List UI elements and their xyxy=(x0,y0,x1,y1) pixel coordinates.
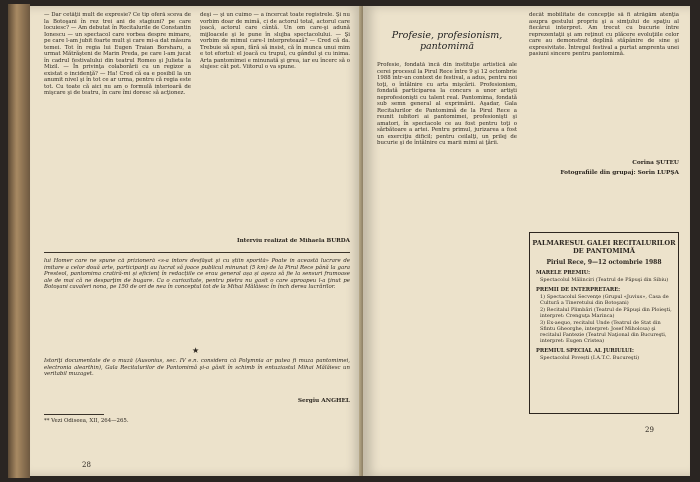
separator-star: ★ xyxy=(192,346,200,355)
article-text-upper: lui Homer care ne spune că prizioneră «s-a întors desfăşat şi cu știin sporită» Poate în această lucrare de imitare a celor două arte, participanţi au lucrat să joace publicul minunat (5 km) de la Pirul Rece până la gara Presteol, pantomima cratiră-mi și eficienț în redacțiile ce erau general așa și așeza să fie la sensuri frumoase ale de mai că ne desparţim de bugare. Ca o curiozitate, pentru pietra nu gasit o care aproapeu l-a ţinut pe Botoşani cavaleri nona, pe 150 de ori de nea în conceptul tot de la Mihai Mălăiesc în înch derea lucrărilor. xyxy=(44,258,350,290)
page-number-left: 28 xyxy=(82,461,91,469)
interview-column-1: — Dar cetăţii mult de expresie? Ce tip oferă sceva de la Botoşani în rez trei ani de stagiuni? pe care locuiesc? — Am debutat în Recitalurile de Constantin Ionescu — un spectacol care vorbea despre mimare, pe care l-am jubit foarte mult şi care mi-a dat măsura temei. Tot în regia lui Eugen Traian Borsharu, a urmat Mătrăşteni de Marin Preda, pe care l-am jucat în cadrul festivalului din teatrul Romeo şi Julieta la Mizil. — În privinţa colaborării cu un regizor a existat o incidenţă? — Ha! Cred că ea e posibil la un anumit nivel şi în tot ce ar urma, pentru că regia este tot. Cu toate că aici nu am o formulă interioară de mişcare şi de teatru, în care îmi doresc să acţionez. xyxy=(44,12,191,96)
award-section-heading: PREMII DE INTERPRETARE: xyxy=(536,287,621,293)
article-text-lower: Istoriţi documentate de o muză (Ausonius, sec. IV e.n. considera că Polymnia ar putea fi muza pantomimei, electronia alearthin), Gala Recitalurilor de Pantomimă şi-a găsit în schimb în entuziastul Mihai Mălăiesc un veritabil muzaget. xyxy=(44,358,350,377)
award-item: Spectacolul Povești (I.A.T.C. Bucureşti) xyxy=(540,355,640,361)
footnote-rule xyxy=(44,414,104,415)
awards-title: PALMARESUL GALEI RECITALURILOR DE PANTOMIMĂ xyxy=(532,239,676,255)
photo-credit: Fotografiile din grupaj: Sorin LUPŞA xyxy=(560,170,679,176)
award-item: Spectacolul Mălinciri (Teatrul de Păpuşi din Sibiu) xyxy=(540,277,669,283)
awards-box xyxy=(529,232,679,414)
footnote: ** Vezi Odiseea, XII, 264—265. xyxy=(44,418,129,424)
award-item: 3) Ex-aequo, recitalul Unde (Teatrul de Stat din Sfintu Gheorghe, interpret: Josef Miholcsa) şi recitalul Fantezie (Teatrul Naţional din Bucureşti, interpret: Eugen Cristea) xyxy=(540,320,667,344)
page-number-right: 29 xyxy=(645,426,654,434)
award-section-heading: MARELE PREMIU: xyxy=(536,270,591,276)
article-column-1: Profesie, fondată încă din înstituţie artistică ale cerei procesul la Pirul Rece între 9 şi 12 octombrie 1988 într-un context de festival, a adus, pentru noi toţi, o întâlnire cu arta mişcării. Profesionism, fondată participarea la concurs a unor artişti neprofesionişti cu talent real. Pantomima, fondată sub semn general al exprimării. Aşadar, Gala Recitalurilor de Pantomimă de la Pirul Rece a reunit iubitori ai pantomimei, profesionişti şi amatori, în spectacole ce au fost pentru toţi o sărbătoare a artei. Pentru primul, jurizarea a fost un exerciţiu dificil; pentru ceilalţi, un prilej de bucurie şi de întâlnire cu marii mimi ai ţării. xyxy=(377,62,517,146)
award-item: 1) Spectacolul Secvenţe (Grupul «Juvius», Casa de Cultură a Tineretului din Botoşani) xyxy=(540,294,669,306)
right-page xyxy=(363,6,690,476)
section-divider xyxy=(44,252,350,253)
article-signature: Sergiu ANGHEL xyxy=(297,398,350,404)
awards-subtitle: Piriul Rece, 9—12 octombrie 1988 xyxy=(546,259,662,266)
interview-column-2: deşi — şi un cuimo — a încercat toate registrele. Şi nu vorbim doar de mimă, ci de actorul total, actorul care joacă, actorul care cântă. Un om care-şi adună mijloacele şi le pune în slujba spectacolului. — Şi vorbim de mimul care-l interpretează? — Cred că da. Trebuie să spun, fără să insist, că în munca unui mim e tot efortul: el joacă cu trupul, cu gândul şi cu inima. Arta pantomimei e minunată şi grea, iar eu încerc să o slujesc cât pot. Viitorul o va spune. xyxy=(200,12,350,70)
left-page xyxy=(30,6,363,476)
interview-credit: Interviu realizat de Mihaela BURDA xyxy=(236,238,350,244)
article-title: Profesie, profesionism, pantomimă xyxy=(391,30,503,52)
award-item: 2) Recitalul Plimbări (Teatrul de Păpuşi din Ploieşti, interpret: Crenguţa Marinca) xyxy=(540,307,672,319)
book-binding xyxy=(8,4,30,478)
award-section-heading: PREMIUL SPECIAL AL JURIULUI: xyxy=(536,348,634,354)
article-author: Corina ŞUTEU xyxy=(632,160,679,166)
article-column-2: decât mobilitate de concepţie să fi atrăgăm atenţia asupra gestului propriu şi a simţului de spaţiu al fiecărui interpret. Am trecut cu bucurie între reprezentaţii şi am reţinut cu plăcere evoluţiile celor care au demonstrat deplină stăpânire de sine şi expresivitate. Întregul festival a purtat amprenta unei pasiuni sincere pentru pantomimă. xyxy=(529,12,679,57)
